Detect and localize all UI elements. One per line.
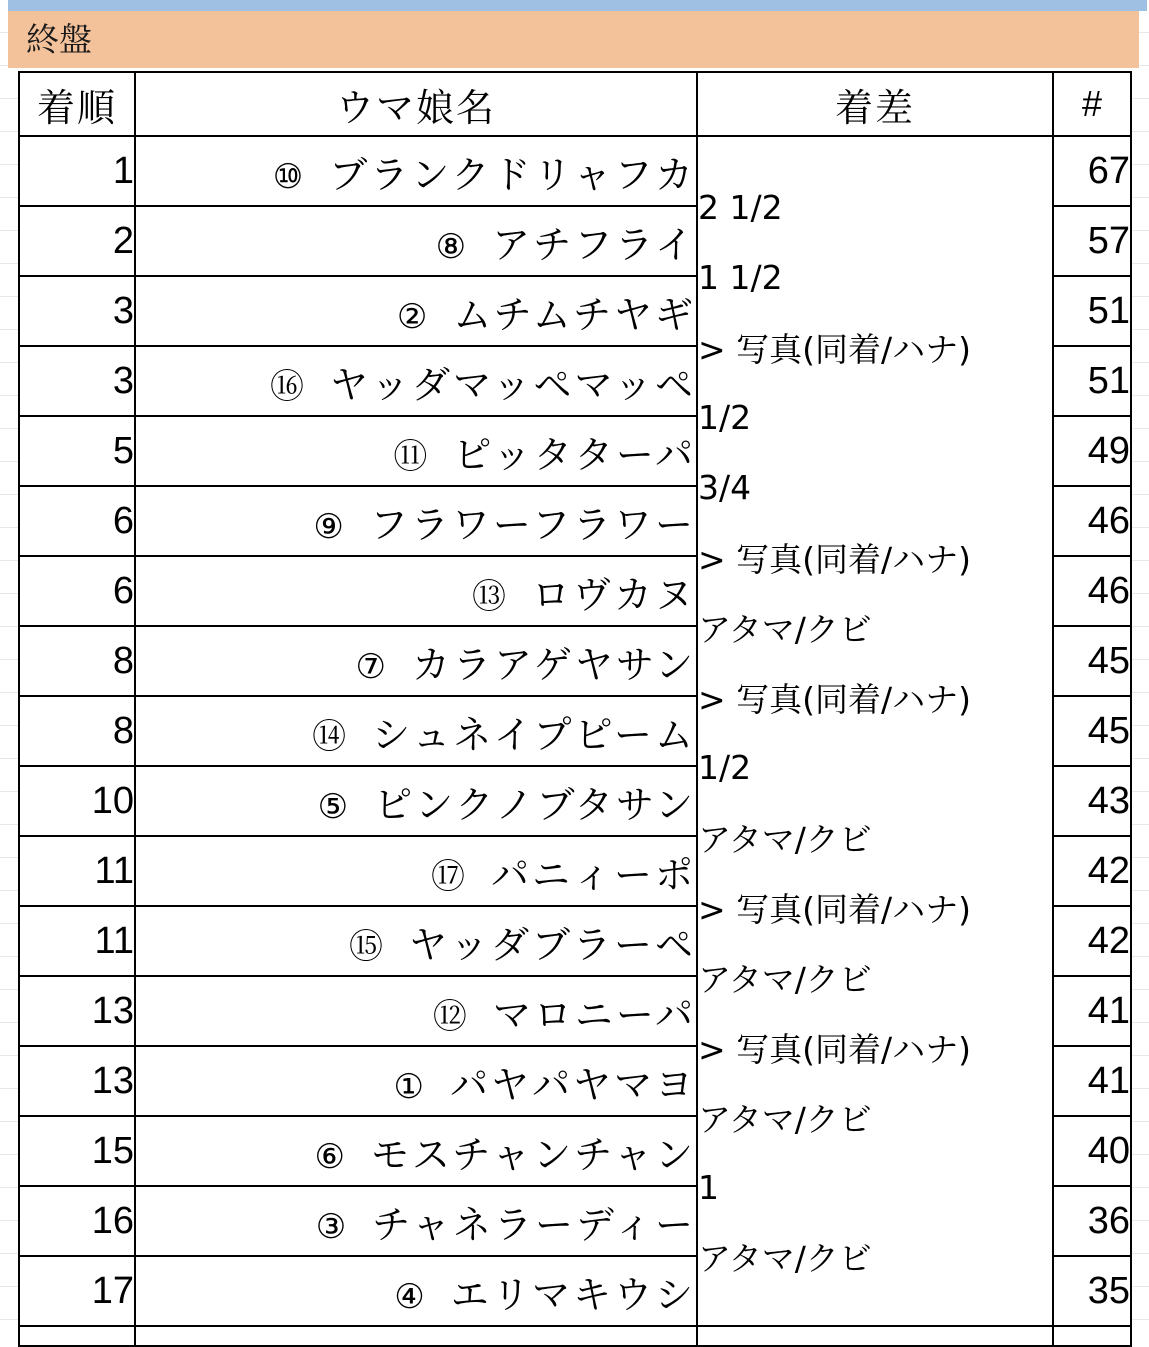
horse-name: ヤッダブラーペ (408, 922, 696, 967)
cell-number: 45 (1053, 696, 1131, 766)
horse-name: パニィーポ (490, 852, 696, 897)
cell-name (135, 626, 697, 696)
gate-number-badge: ⑭ (312, 716, 347, 757)
margin-value: > 写真(同着/ハナ) (698, 329, 972, 369)
cell-number: 35 (1053, 1256, 1131, 1326)
cell-name (135, 1046, 697, 1116)
margin-value: アタマ/クビ (698, 1099, 872, 1139)
horse-name: モスチャンチャン (371, 1132, 696, 1177)
results-rows (19, 136, 1131, 1346)
section-title: 終盤 (26, 20, 92, 59)
margin-value: アタマ/クビ (698, 959, 872, 999)
cell-number: 42 (1053, 906, 1131, 976)
cell-number: 67 (1053, 136, 1131, 206)
cell-number: 45 (1053, 626, 1131, 696)
gate-number-badge: ⑨ (313, 506, 344, 547)
cell-position: 5 (19, 416, 135, 486)
cell-position: 11 (19, 906, 135, 976)
cell-position: 17 (19, 1256, 135, 1326)
cell-position: 8 (19, 696, 135, 766)
horse-name: シュネイプピーム (372, 712, 696, 757)
margin-value: アタマ/クビ (698, 1239, 872, 1278)
horse-name: フラワーフラワー (369, 502, 696, 547)
cell-number: 51 (1053, 276, 1131, 346)
cell-number: 41 (1053, 1046, 1131, 1116)
cell-position: 11 (19, 836, 135, 906)
cell-number: 36 (1053, 1186, 1131, 1256)
margin-value: 1 1/2 (698, 257, 783, 297)
horse-name: ブランクドリャフカ (329, 152, 696, 197)
cell-position: 1 (19, 136, 135, 206)
cell-name (135, 836, 697, 906)
horse-name: マロニーパ (492, 992, 696, 1037)
horse-name: エリマキウシ (450, 1272, 696, 1317)
gate-number-badge: ⑰ (430, 856, 465, 897)
margin-value: 2 1/2 (698, 187, 783, 227)
margin-value: > 写真(同着/ハナ) (698, 1029, 972, 1069)
gate-number-badge: ⑯ (270, 366, 305, 407)
column-header-margin: 着差 (697, 72, 1053, 136)
cell-name (135, 976, 697, 1046)
margin-value: アタマ/クビ (698, 609, 872, 649)
cell-number: 46 (1053, 486, 1131, 556)
cell-margin (697, 1239, 1053, 1326)
gate-number-badge: ④ (394, 1276, 425, 1317)
cell-name (135, 766, 697, 836)
cell-name (135, 346, 697, 416)
cell-name-partial (135, 1326, 697, 1346)
gate-number-badge: ③ (315, 1206, 347, 1247)
cell-number: 51 (1053, 346, 1131, 416)
cell-position: 13 (19, 1046, 135, 1116)
margin-value: > 写真(同着/ハナ) (698, 889, 972, 929)
margin-value: 1/2 (698, 747, 752, 787)
margin-value: > 写真(同着/ハナ) (698, 679, 972, 719)
cell-name (135, 136, 697, 206)
gate-number-badge: ⑧ (435, 226, 467, 267)
horse-name: アチフライ (492, 222, 696, 267)
top-accent-bar (8, 0, 1147, 11)
cell-number: 43 (1053, 766, 1131, 836)
cell-margin-partial (697, 1326, 1053, 1346)
horse-name: ヤッダマッペマッペ (330, 362, 696, 407)
cell-name (135, 1256, 697, 1326)
column-header-position: 着順 (19, 72, 135, 136)
cell-name (135, 206, 697, 276)
cell-position: 16 (19, 1186, 135, 1256)
cell-position-partial (19, 1326, 135, 1346)
cell-position: 6 (19, 486, 135, 556)
horse-name: ロヴカヌ (531, 572, 696, 617)
table-header-row (19, 72, 1131, 136)
gate-number-badge: ① (393, 1066, 424, 1107)
cell-name (135, 1116, 697, 1186)
gate-number-badge: ⑪ (393, 436, 428, 477)
cell-name (135, 906, 697, 976)
cell-number: 46 (1053, 556, 1131, 626)
cell-number: 41 (1053, 976, 1131, 1046)
horse-name: チャネラーディー (372, 1202, 696, 1247)
gate-number-badge: ⑮ (348, 926, 383, 967)
cell-number: 57 (1053, 206, 1131, 276)
horse-name: ピンクノブタサン (374, 782, 696, 827)
cell-position: 3 (19, 346, 135, 416)
column-header-name: ウマ娘名 (135, 72, 697, 136)
table-row-partial (19, 1326, 1131, 1346)
cell-position: 13 (19, 976, 135, 1046)
table-row (19, 1256, 1131, 1326)
horse-name: パヤパヤマヨ (449, 1062, 696, 1107)
cell-name (135, 1186, 697, 1256)
cell-name (135, 556, 697, 626)
gate-number-badge: ⑤ (317, 786, 349, 827)
margin-value: 3/4 (698, 467, 752, 507)
cell-number: 40 (1053, 1116, 1131, 1186)
cell-position: 6 (19, 556, 135, 626)
cell-number-partial (1053, 1326, 1131, 1346)
column-header-number: # (1053, 72, 1131, 136)
horse-name: ピッタターパ (453, 432, 696, 477)
cell-number: 42 (1053, 836, 1131, 906)
results-table (18, 71, 1132, 1347)
margin-value: > 写真(同着/ハナ) (698, 539, 972, 579)
margin-value: 1/2 (698, 397, 752, 437)
cell-position: 15 (19, 1116, 135, 1186)
cell-name (135, 416, 697, 486)
cell-position: 3 (19, 276, 135, 346)
cell-number: 49 (1053, 416, 1131, 486)
cell-name (135, 696, 697, 766)
horse-name: ムチムチヤギ (453, 292, 696, 337)
gate-number-badge: ⑩ (272, 156, 304, 197)
gate-number-badge: ⑬ (471, 576, 506, 617)
cell-name (135, 486, 697, 556)
margin-value: アタマ/クビ (698, 819, 872, 859)
cell-position: 2 (19, 206, 135, 276)
gate-number-badge: ⑦ (355, 646, 387, 687)
cell-position: 10 (19, 766, 135, 836)
cell-name (135, 276, 697, 346)
section-title-band (8, 11, 1139, 68)
margin-value: 1 (698, 1167, 719, 1207)
cell-position: 8 (19, 626, 135, 696)
horse-name: カラアゲヤサン (412, 642, 696, 687)
gate-number-badge: ⑥ (314, 1136, 346, 1177)
gate-number-badge: ⑫ (432, 996, 467, 1037)
gate-number-badge: ② (396, 296, 428, 337)
